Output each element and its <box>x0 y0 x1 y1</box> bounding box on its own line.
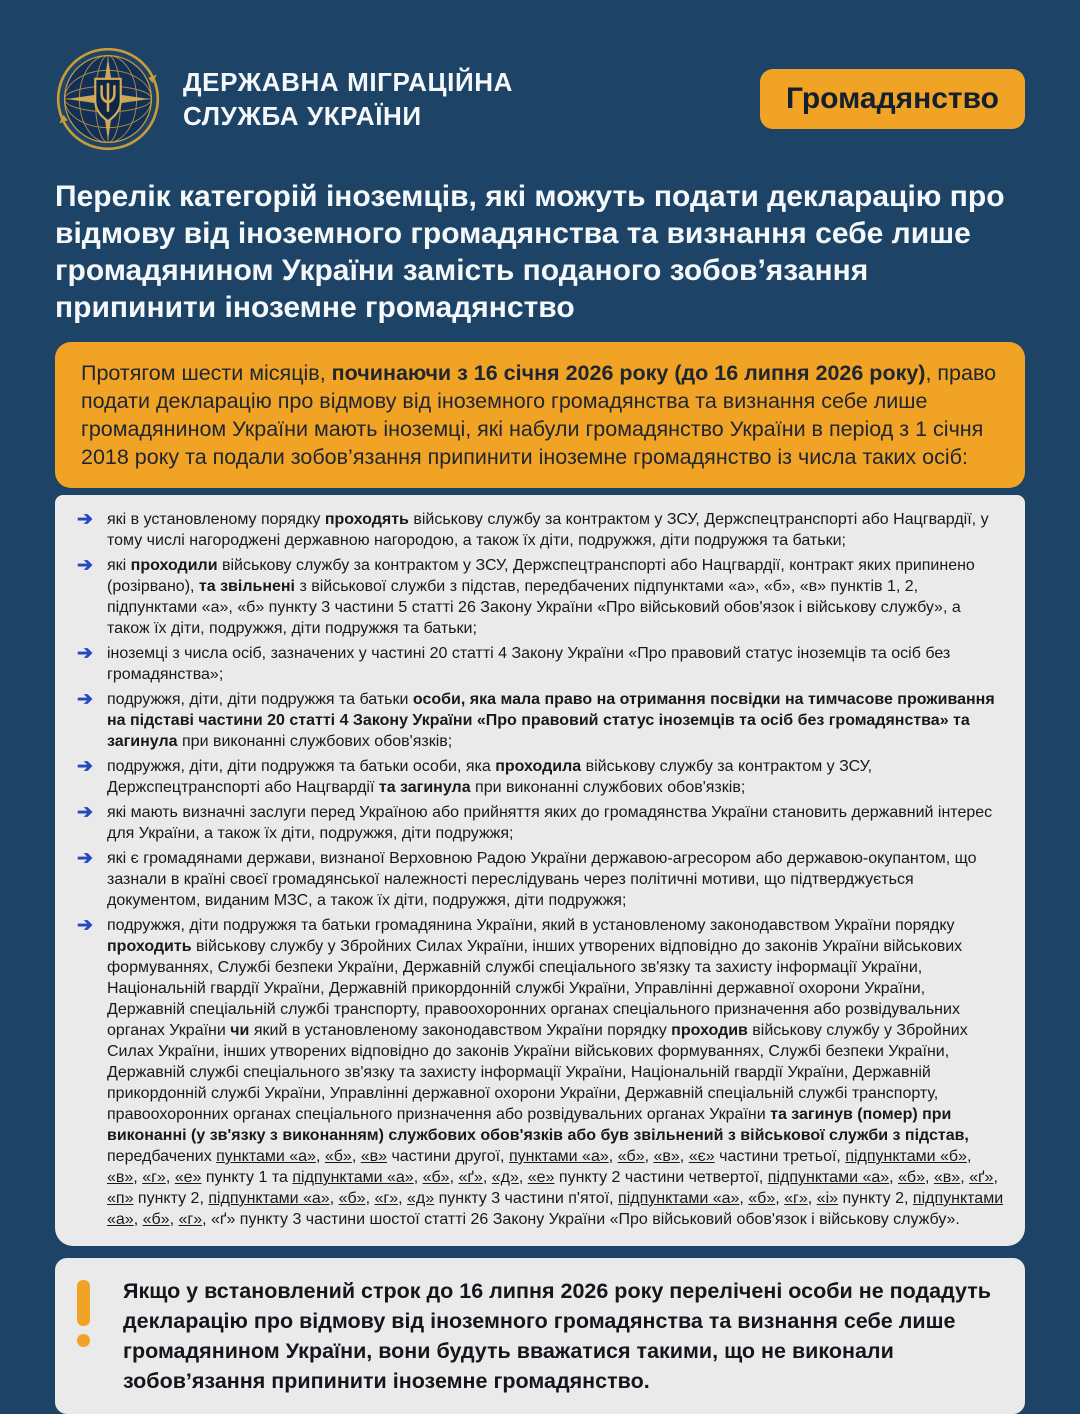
text-segment: пункту 1 та <box>201 1169 293 1186</box>
right-arrow-icon: ➔ <box>77 756 93 777</box>
text-segment: , <box>315 1148 325 1165</box>
legal-reference-link[interactable]: «б» <box>422 1169 450 1186</box>
header <box>55 46 1025 152</box>
list-item <box>71 802 1005 844</box>
legal-reference-link[interactable]: «е» <box>527 1169 555 1186</box>
categories-list <box>71 509 1005 1230</box>
list-item-text <box>107 509 1005 551</box>
text-segment: подружжя, діти, діти подружжя та батьки <box>107 691 413 708</box>
text-segment: проходила <box>495 758 582 775</box>
text-segment: та звільнені <box>198 578 295 595</box>
text-segment: , <box>644 1148 654 1165</box>
legal-reference-link[interactable]: «і» <box>816 1190 839 1207</box>
legal-reference-link[interactable]: «п» <box>107 1190 134 1207</box>
legal-reference-link[interactable]: пунктами «а» <box>216 1148 316 1165</box>
exclamation-bar <box>77 1280 90 1326</box>
text-segment: військову службу за контрактом у ЗСУ, Держспецтранспорті або Нацгвардії, контракт яких припинено (розірвано), <box>107 557 975 595</box>
text-segment: подружжя, діти подружжя та батьки громадянина України, який в установленому законодавством України порядку <box>107 917 955 934</box>
topic-badge: Громадянство <box>760 69 1025 129</box>
legal-reference-link[interactable]: «в» <box>360 1148 387 1165</box>
text-segment: , <box>133 1211 143 1228</box>
text-segment: , <box>329 1190 339 1207</box>
text-segment: , право подати декларацію про відмову від іноземного громадянства та визнання себе лише громадянином України мають іноземці, які набули громадянство України в період з 1 січня 2018 року та подали зобов’язання припинити іноземне громадянство із числа таких осіб: <box>81 361 997 469</box>
legal-reference-link[interactable]: підпунктами «а» <box>107 1190 1004 1228</box>
text-segment: , <box>169 1211 179 1228</box>
warning-text: Якщо у встановлений строк до 16 липня 2026 року перелічені особи не подадуть декларацію про відмову від іноземного громадянства та визнання себе лише громадянином України, вони будуть вважатися такими, що не виконали зобов’язання припинити іноземне громадянство. <box>123 1279 991 1393</box>
org-name <box>183 65 513 133</box>
list-item-text <box>107 848 1005 911</box>
text-segment: проходить <box>107 938 192 955</box>
text-segment: , <box>807 1190 817 1207</box>
text-segment: які мають визначні заслуги перед Україною або прийняття яких до громадянства України становить державний інтерес для України, а також їх діти, подружжя, діти подружжя; <box>107 804 993 842</box>
text-segment: та загинув (помер) при виконанні (у зв'язку з виконанням) службових обов'язків або був звільнений з військової служби з підстав, <box>107 1106 969 1144</box>
legal-reference-link[interactable]: «г» <box>374 1190 399 1207</box>
right-arrow-icon: ➔ <box>77 555 93 576</box>
warning-box <box>55 1258 1025 1414</box>
text-segment: , <box>679 1148 689 1165</box>
text-segment: , <box>398 1190 407 1207</box>
list-item-text <box>107 756 1005 798</box>
text-segment: іноземці з числа осіб, зазначених у частині 20 статті 4 Закону України «Про правовий статус іноземців та осіб без громадянства»; <box>107 645 951 683</box>
text-segment: , <box>365 1190 375 1207</box>
legal-reference-link[interactable]: підпунктами «а» <box>208 1190 330 1207</box>
text-segment: подружжя, діти, діти подружжя та батьки особи, яка <box>107 758 496 775</box>
org-name-line2: СЛУЖБА УКРАЇНИ <box>183 101 422 131</box>
text-segment: з військової служби з підстав, передбачених підпунктами «а», «б», «в» пунктів 1, 2, підпунктами «а», «б» пункту 3 частини 5 статті 26 Закону України «Про військовий обов'язок і військову службу», а також їх діти, подружжя, діти подружжя та батьки; <box>107 578 961 637</box>
right-arrow-icon: ➔ <box>77 509 93 530</box>
list-item-text <box>107 689 1005 752</box>
text-segment: частини другої, <box>387 1148 509 1165</box>
legal-reference-link[interactable]: «д» <box>406 1190 435 1207</box>
legal-reference-link[interactable]: пунктами «а» <box>508 1148 609 1165</box>
text-segment: , <box>165 1169 175 1186</box>
legal-reference-link[interactable]: «г» <box>784 1190 808 1207</box>
text-segment: пункту 2, <box>133 1190 209 1207</box>
list-item <box>71 915 1005 1230</box>
intro-highlight-box <box>55 342 1025 488</box>
text-segment: які в установленому порядку <box>107 511 325 528</box>
text-segment: , <box>449 1169 459 1186</box>
legal-reference-link[interactable]: «е» <box>174 1169 202 1186</box>
legal-reference-link[interactable]: «д» <box>491 1169 519 1186</box>
legal-reference-link[interactable]: підпунктами «б» <box>845 1148 967 1165</box>
right-arrow-icon: ➔ <box>77 802 93 823</box>
legal-reference-link[interactable]: «є» <box>688 1148 715 1165</box>
right-arrow-icon: ➔ <box>77 689 93 710</box>
list-item <box>71 509 1005 551</box>
right-arrow-icon: ➔ <box>77 915 93 936</box>
text-segment: , <box>482 1169 492 1186</box>
text-segment: , <box>966 1148 972 1165</box>
text-segment: які є громадянами держави, визнаної Верховною Радою України державою-агресором або державою-окупантом, що зазнали в країні своєї громадянської належності переслідувань через політичні мотиви, що підтверджується документом, виданим МЗС, а також їх діти, подружжя, діти подружжя; <box>107 850 977 909</box>
text-segment: , <box>133 1169 143 1186</box>
text-segment: при виконанні службових обов'язків; <box>177 733 453 750</box>
categories-panel <box>55 495 1025 1246</box>
legal-reference-link[interactable]: «ґ» <box>458 1169 483 1186</box>
list-item-text <box>107 915 1005 1230</box>
text-segment: починаючи з 16 січня 2026 року (до 16 липня 2026 року) <box>331 361 926 385</box>
list-item <box>71 555 1005 639</box>
text-segment: , <box>889 1169 899 1186</box>
text-segment: проходив <box>671 1022 748 1039</box>
text-segment: , <box>925 1169 934 1186</box>
legal-reference-link[interactable]: підпунктами «а» <box>618 1190 740 1207</box>
text-segment: частини третьої, <box>714 1148 846 1165</box>
text-segment: Протягом шести місяців, <box>81 361 332 385</box>
text-segment: пункту 3 частини п'ятої, <box>434 1190 619 1207</box>
list-item <box>71 756 1005 798</box>
right-arrow-icon: ➔ <box>77 643 93 664</box>
list-item-text <box>107 555 1005 639</box>
exclamation-icon <box>77 1276 111 1347</box>
text-segment: які <box>107 557 131 574</box>
text-segment: , <box>413 1169 423 1186</box>
right-arrow-icon: ➔ <box>77 848 93 869</box>
text-segment: , <box>608 1148 618 1165</box>
legal-reference-link[interactable]: «б» <box>617 1148 645 1165</box>
text-segment: , <box>993 1169 998 1186</box>
text-segment: військову службу у Збройних Силах України, інших утворених відповідно до законів України військових формуваннях, Службі безпеки України, Державній службі спеціального зв'язку та захисту інформації України, Національній гвардії України, Державній прикордонній службі України, Управлінні державної охорони України, Державній спеціальній службі транспорту, правоохоронних органах спеціального призначення або розвідувальних органах України <box>107 938 963 1039</box>
list-item-text <box>107 802 1005 844</box>
text-segment: особи, яка мала право на отримання посвідки на тимчасове проживання на підставі частини 20 статті 4 Закону України «Про правовий статус іноземців та осіб без громадянства» та загинула <box>107 691 995 750</box>
legal-reference-link[interactable]: «б» <box>898 1169 925 1186</box>
text-segment: , «ґ» пункту 3 частини шостої статті 26 Закону України «Про військовий обов'язок і військову службу». <box>202 1211 960 1228</box>
text-segment: військову службу за контрактом у ЗСУ, Держспецтранспорті або Нацгвардії, у тому числі нагороджені державною нагородою, а також їх діти, подружжя, діти подружжя та батьки; <box>107 511 989 549</box>
text-segment: пункту 2 частини четвертої, <box>554 1169 768 1186</box>
text-segment: військову службу за контрактом у ЗСУ, Держспецтранспорті або Нацгвардії <box>107 758 873 796</box>
list-item <box>71 643 1005 685</box>
legal-reference-link[interactable]: «в» <box>933 1169 961 1186</box>
legal-reference-link[interactable]: «в» <box>653 1148 680 1165</box>
page-title: Перелік категорій іноземців, які можуть подати декларацію про відмову від іноземного громадянства та визнання себе лише громадянином України замість поданого зобов’язання припинити іноземне громадянство <box>55 180 1005 324</box>
legal-reference-link[interactable]: «в» <box>107 1169 134 1186</box>
text-segment: , <box>518 1169 528 1186</box>
text-segment: військову службу у Збройних Силах України, інших утворених відповідно до законів України військових формуваннях, Службі безпеки України, Державній службі спеціального зв'язку та захисту інформації України, Національній гвардії України, Державній прикордонній службі України, Управлінні державної охорони України, Державній спеціальній службі транспорту, правоохоронних органах спеціального призначення або розвідувальних органах України <box>107 1022 968 1123</box>
legal-reference-link[interactable]: «б» <box>142 1211 170 1228</box>
list-item <box>71 848 1005 911</box>
text-segment: , <box>960 1169 970 1186</box>
legal-reference-link[interactable]: «б» <box>324 1148 352 1165</box>
text-segment: , <box>739 1190 749 1207</box>
text-segment: та загинула <box>378 779 471 796</box>
text-segment: проходять <box>324 511 409 528</box>
legal-reference-link[interactable]: «б» <box>338 1190 366 1207</box>
text-segment: чи <box>230 1022 250 1039</box>
text-segment: , <box>775 1190 785 1207</box>
text-segment: пункту 2, <box>838 1190 913 1207</box>
legal-reference-link[interactable]: підпунктами «а» <box>767 1169 890 1186</box>
text-segment: при виконанні службових обов'язків; <box>470 779 746 796</box>
text-segment: проходили <box>130 557 218 574</box>
text-segment: передбачених <box>107 1148 217 1165</box>
exclamation-dot <box>77 1334 90 1347</box>
list-item-text <box>107 643 1005 685</box>
legal-reference-link[interactable]: «б» <box>748 1190 776 1207</box>
legal-reference-link[interactable]: «г» <box>178 1211 203 1228</box>
legal-reference-link[interactable]: підпунктами «а» <box>292 1169 414 1186</box>
state-migration-service-emblem-icon <box>55 46 161 152</box>
org-name-line1: ДЕРЖАВНА МІГРАЦІЙНА <box>183 67 514 97</box>
list-item <box>71 689 1005 752</box>
legal-reference-link[interactable]: «ґ» <box>969 1169 994 1186</box>
text-segment: який в установленому законодавством України порядку <box>249 1022 672 1039</box>
text-segment: , <box>351 1148 361 1165</box>
legal-reference-link[interactable]: «г» <box>142 1169 166 1186</box>
